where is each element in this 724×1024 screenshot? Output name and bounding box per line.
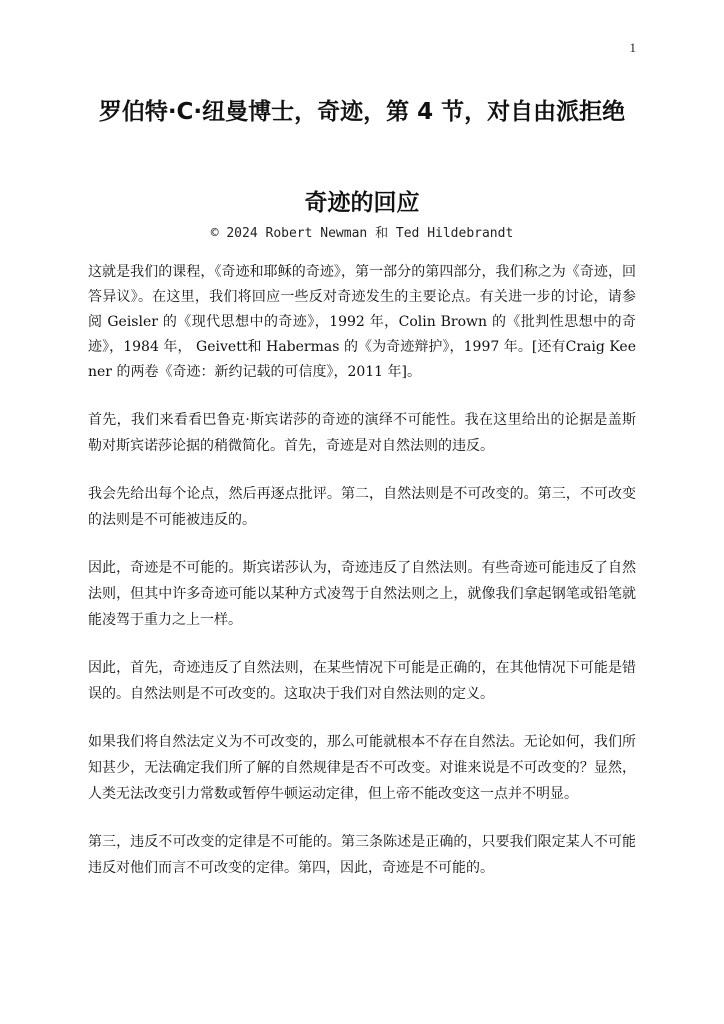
page-subtitle: 奇迹的回应 (304, 190, 420, 216)
page-title: 罗伯特·C·纽曼博士，奇迹，第 4 节，对自由派拒绝 (98, 99, 626, 125)
copyright-line: © 2024 Robert Newman 和 Ted Hildebrandt (210, 226, 514, 241)
paragraph-2: 首先，我们来看看巴鲁克·斯宾诺莎的奇迹的演绎不可能性。我在这里给出的论据是盖斯勒对斯宾诺莎论据的稍微简化。首先，奇迹是对自然法则的违反。 (88, 412, 636, 454)
paragraph-6: 如果我们将自然法定义为不可改变的，那么可能就根本不存在自然法。无论如何，我们所知甚少，无法确定我们所了解的自然规律是否不可改变。对谁来说是不可改变的？显然，人类无法改变引力常数或暂停牛顿运动定律，但上帝不能改变这一点并不明显。 (88, 734, 636, 802)
paragraph-4: 因此，奇迹是不可能的。斯宾诺莎认为，奇迹违反了自然法则。有些奇迹可能违反了自然法则，但其中许多奇迹可能以某种方式凌驾于自然法则之上，就像我们拿起钢笔或铅笔就能凌驾于重力之上一样。 (88, 560, 636, 628)
paragraph-3: 我会先给出每个论点，然后再逐点批评。第二，自然法则是不可改变的。第三，不可改变的法则是不可能被违反的。 (88, 486, 636, 528)
paragraph-5: 因此，首先，奇迹违反了自然法则，在某些情况下可能是正确的，在其他情况下可能是错误的。自然法则是不可改变的。这取决于我们对自然法则的定义。 (88, 660, 636, 702)
paragraph-1: 这就是我们的课程，《奇迹和耶稣的奇迹》，第一部分的第四部分，我们称之为《奇迹，回答异议》。在这里，我们将回应一些反对奇迹发生的主要论点。有关进一步的讨论，请参阅 Geisler 的《现代思想中的奇迹》，1992 年，Colin Brown 的《批判性思想中的奇迹》，1984 年， Geivett和 Habermas 的《为奇迹辩护》，1997 年。[还有Craig Keener 的两卷《奇迹：新约记载的可信度》，2011 年]。 (88, 264, 636, 380)
paragraph-7: 第三，违反不可改变的定律是不可能的。第三条陈述是正确的，只要我们限定某人不可能违反对他们而言不可改变的定律。第四，因此，奇迹是不可能的。 (88, 834, 636, 876)
document-body (88, 260, 636, 903)
page-number: 1 (629, 40, 636, 55)
